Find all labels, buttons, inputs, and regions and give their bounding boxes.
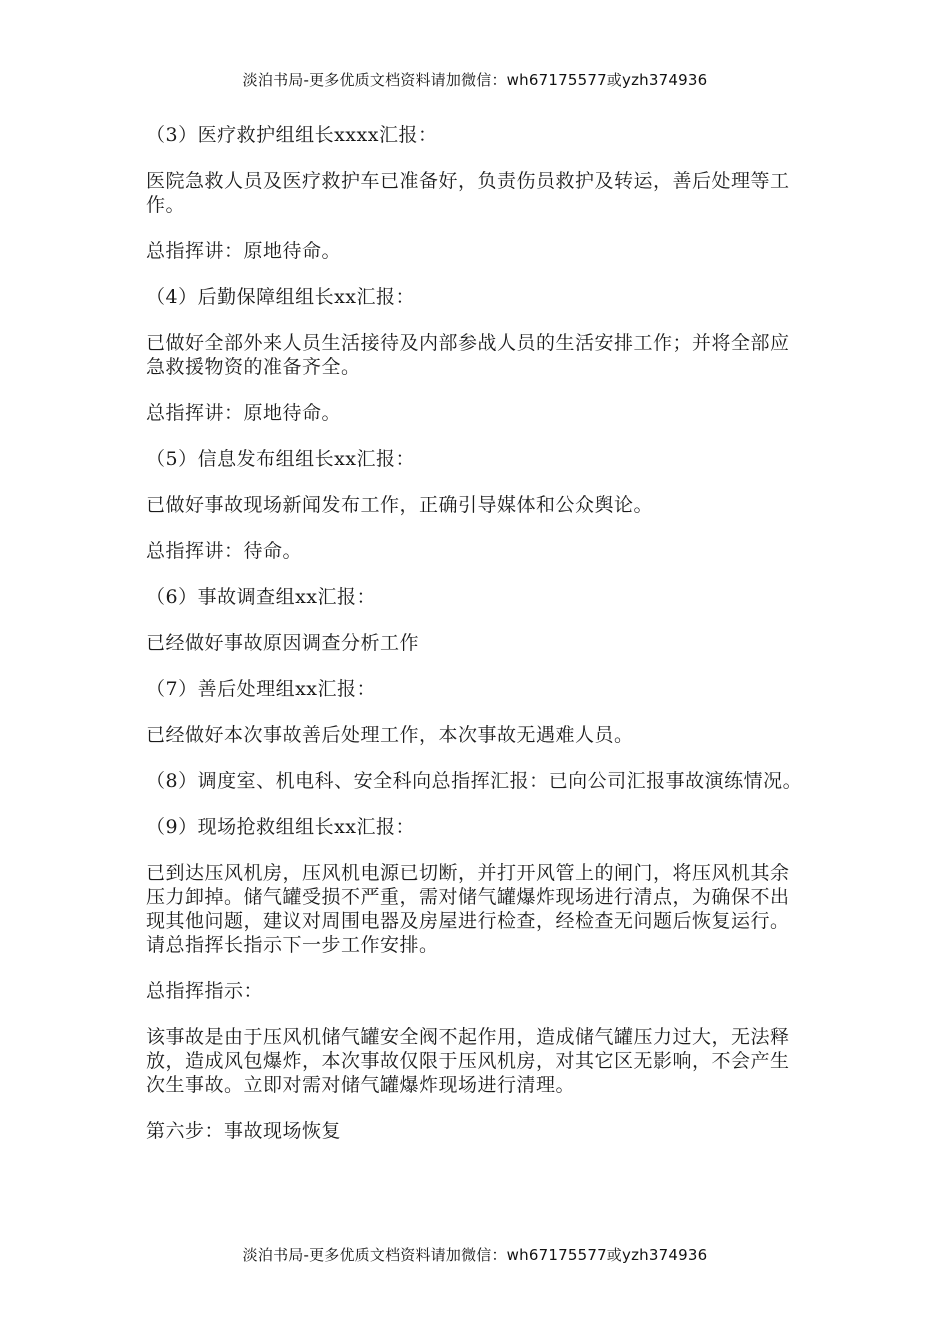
paragraph-medical-team-report: 医院急救人员及医疗救护车已准备好，负责伤员救护及转运，善后处理等工作。	[146, 170, 790, 216]
paragraph-step-six-heading: 第六步：事故现场恢复	[146, 1120, 342, 1142]
paragraph-info-release-team-report: 已做好事故现场新闻发布工作，正确引导媒体和公众舆论。	[146, 494, 654, 516]
paragraph-investigation-team-report-heading: （6）事故调查组xx汇报：	[146, 586, 377, 608]
page-footer-watermark: 淡泊书局-更多优质文档资料请加微信：wh67175577或yzh374936	[242, 1246, 708, 1264]
paragraph-info-release-team-report-heading: （5）信息发布组组长xx汇报：	[146, 448, 416, 470]
paragraph-aftermath-team-report-heading: （7）善后处理组xx汇报：	[146, 678, 377, 700]
paragraph-commander-reply: 总指挥讲：原地待命。	[146, 402, 342, 424]
paragraph-medical-team-report-heading: （3）医疗救护组组长xxxx汇报：	[146, 124, 438, 146]
paragraph-investigation-team-report: 已经做好事故原因调查分析工作	[146, 632, 420, 654]
paragraph-logistics-team-report: 已做好全部外来人员生活接待及内部参战人员的生活安排工作；并将全部应急救援物资的准备齐全。	[146, 332, 790, 378]
paragraph-rescue-team-report: 已到达压风机房，压风机电源已切断，并打开风管上的闸门，将压风机其余压力卸掉。储气罐受损不严重，需对储气罐爆炸现场进行清点，为确保不出现其他问题，建议对周围电器及房屋进行检查，经检查无问题后恢复运行。请总指挥长指示下一步工作安排。	[146, 862, 790, 956]
paragraph-aftermath-team-report: 已经做好本次事故善后处理工作，本次事故无遇难人员。	[146, 724, 634, 746]
page-header-watermark: 淡泊书局-更多优质文档资料请加微信：wh67175577或yzh374936	[242, 71, 708, 89]
paragraph-dispatch-report: （8）调度室、机电科、安全科向总指挥汇报：已向公司汇报事故演练情况。	[146, 770, 803, 792]
paragraph-commander-instruction-heading: 总指挥指示：	[146, 980, 264, 1002]
paragraph-rescue-team-report-heading: （9）现场抢救组组长xx汇报：	[146, 816, 416, 838]
paragraph-commander-reply: 总指挥讲：待命。	[146, 540, 303, 562]
paragraph-commander-reply: 总指挥讲：原地待命。	[146, 240, 342, 262]
paragraph-commander-instruction: 该事故是由于压风机储气罐安全阀不起作用，造成储气罐压力过大，无法释放，造成风包爆炸，本次事故仅限于压风机房，对其它区无影响，不会产生次生事故。立即对需对储气罐爆炸现场进行清理。	[146, 1026, 790, 1096]
paragraph-logistics-team-report-heading: （4）后勤保障组组长xx汇报：	[146, 286, 416, 308]
document-body	[146, 123, 806, 1165]
